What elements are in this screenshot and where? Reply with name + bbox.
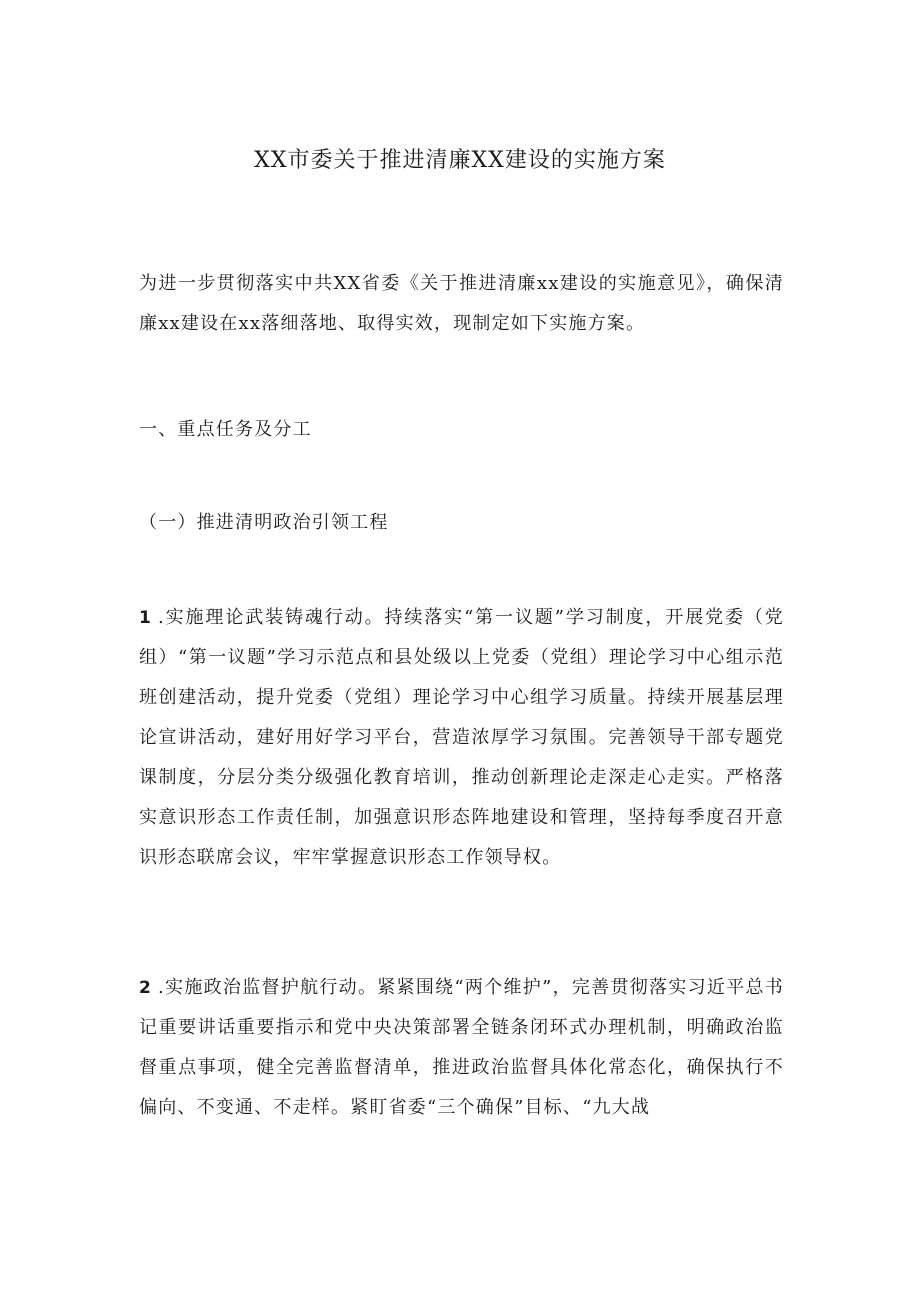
document-title: XX市委关于推进清廉XX建设的实施方案 [254,148,666,173]
item-2-text: .实施政治监督护航行动。紧紧围绕“两个维护”，完善贯彻落实习近平总书记重要讲话重要指示和党中央决策部署全链条闭环式办理机制，明确政治监督重点事项，健全完善监督清单，推进政治监督具体化常态化，确保执行不偏向、不变通、不走样。紧盯省委“三个确保”目标、“九大战 [139,977,784,1118]
item-1-text: .实施理论武装铸魂行动。持续落实“第一议题”学习制度，开展党委（党组）“第一议题”学习示范点和县处级以上党委（党组）理论学习中心组示范班创建活动，提升党委（党组）理论学习中心组学习质量。持续开展基层理论宣讲活动，建好用好学习平台，营造浓厚学习氛围。完善领导干部专题党课制度，分层分类分级强化教育培训，推动创新理论走深走心走实。严格落实意识形态工作责任制，加强意识形态阵地建设和管理，坚持每季度召开意识形态联席会议，牢牢掌握意识形态工作领导权。 [139,607,784,868]
item-2-number: 2 [139,978,153,998]
subsection-heading: （一）推进清明政治引领工程 [139,512,389,533]
item-1-number: 1 [139,608,153,628]
item-1-paragraph [139,598,784,878]
section-heading: 一、重点任务及分工 [139,419,312,440]
intro-paragraph: 为进一步贯彻落实中共XX省委《关于推进清廉xx建设的实施意见》，确保清廉xx建设在xx落细落地、取得实效，现制定如下实施方案。 [139,273,784,334]
item-2-paragraph [139,968,784,1128]
